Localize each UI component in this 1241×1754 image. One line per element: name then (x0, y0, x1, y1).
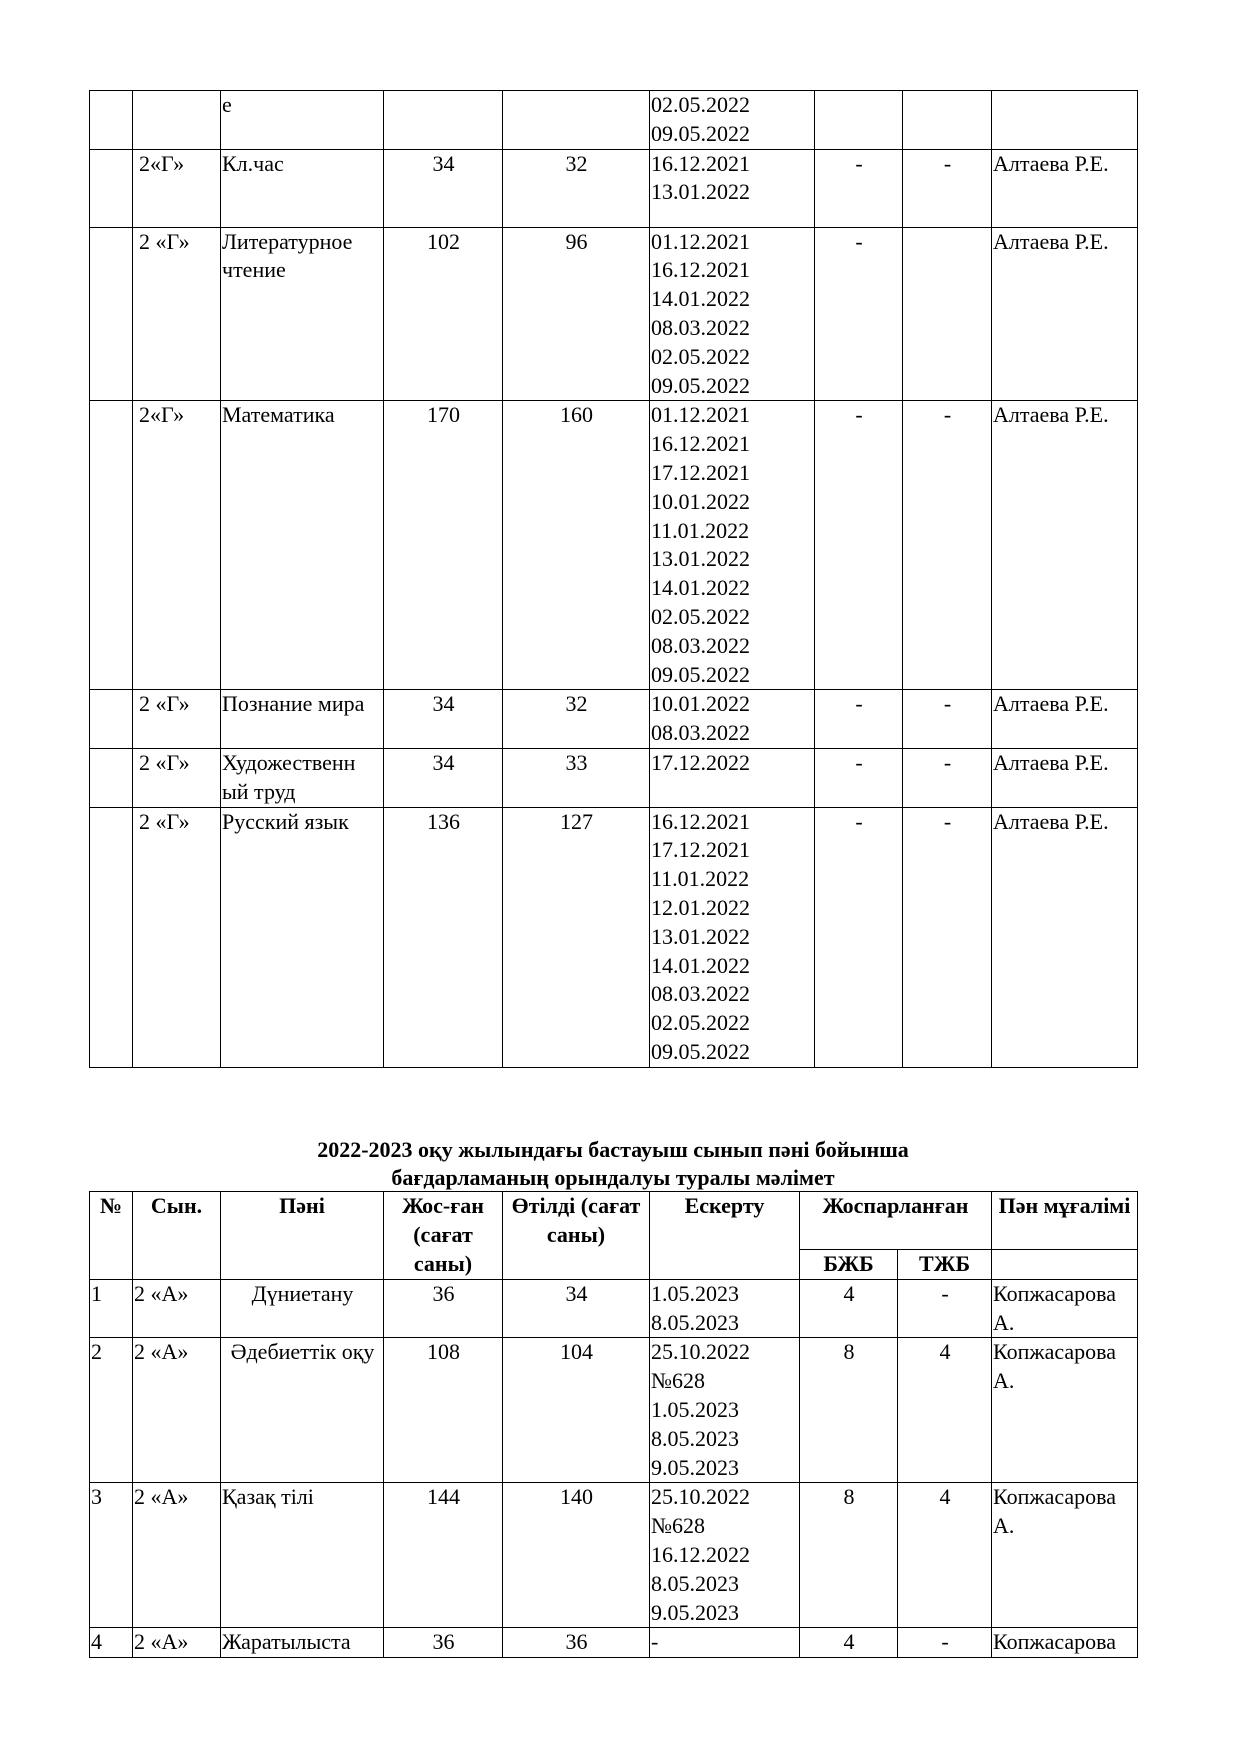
date-entry: 12.01.2022 (651, 894, 750, 920)
date-entry: 02.05.2022 (651, 92, 750, 117)
note-cell (650, 1628, 800, 1658)
date-entry: 14.01.2022 (651, 952, 750, 978)
date-entry: 8.05.2023 (651, 1309, 739, 1335)
date-entry: 02.05.2022 (651, 343, 750, 369)
row-number-cell (90, 748, 133, 807)
date-entry: 08.03.2022 (651, 720, 750, 746)
header-subject: Пәні (221, 1192, 384, 1280)
planned-hours-cell: 34 (384, 690, 503, 749)
tjb-cell: 4 (898, 1483, 992, 1628)
class-cell: 2«Г» (133, 149, 221, 227)
program-table-2a-body (90, 1279, 1138, 1657)
dates-cell (650, 227, 815, 401)
date-entry: 1.05.2023 (651, 1280, 739, 1306)
date-entry: 13.01.2022 (651, 923, 750, 949)
note-cell (650, 1338, 800, 1483)
done-hours-cell: 96 (503, 227, 650, 401)
subject-cell: Кл.час (221, 149, 384, 227)
date-entry: 16.12.2022 (651, 1541, 750, 1567)
table-row (90, 227, 1138, 401)
bjb-cell: - (815, 149, 903, 227)
date-entry: 09.05.2022 (651, 372, 750, 398)
table-header (90, 1192, 1138, 1280)
table-row (90, 1483, 1138, 1628)
subject-cell: Познание мира (221, 690, 384, 749)
table-row (90, 1628, 1138, 1658)
dates-cell (650, 748, 815, 807)
dates-cell (650, 91, 815, 150)
row-number-cell: 4 (90, 1628, 133, 1658)
done-hours-cell: 140 (503, 1483, 650, 1628)
tjb-cell (903, 227, 992, 401)
done-hours-cell: 104 (503, 1338, 650, 1483)
date-entry: 11.01.2022 (651, 866, 750, 892)
planned-hours-cell: 36 (384, 1628, 503, 1658)
teacher-cell: Копжасарова А. (992, 1338, 1138, 1483)
date-entry: 16.12.2021 (651, 150, 750, 176)
row-number-cell (90, 227, 133, 401)
date-entry: 8.05.2023 (651, 1570, 739, 1596)
table-row (90, 1338, 1138, 1483)
date-entry: 13.01.2022 (651, 546, 750, 572)
teacher-cell: Копжасарова А. (992, 1279, 1138, 1338)
date-entry: 01.12.2021 (651, 228, 750, 254)
date-entry: 09.05.2022 (651, 120, 750, 146)
program-table-body (90, 91, 1138, 1068)
header-num: № (90, 1192, 133, 1280)
date-entry: 16.12.2021 (651, 431, 750, 457)
table-row (90, 1279, 1138, 1338)
dates-cell (650, 690, 815, 749)
done-hours-cell: 34 (503, 1279, 650, 1338)
date-entry: - (651, 1629, 659, 1655)
date-entry: 08.03.2022 (651, 314, 750, 340)
tjb-cell: - (898, 1628, 992, 1658)
date-entry: 17.12.2022 (651, 749, 750, 775)
bjb-cell: 4 (800, 1628, 898, 1658)
done-hours-cell: 33 (503, 748, 650, 807)
table-row (90, 807, 1138, 1067)
tjb-cell: - (903, 149, 992, 227)
date-entry: 25.10.2022 (651, 1339, 750, 1365)
table-row (90, 149, 1138, 227)
subject-cell: Математика (221, 401, 384, 690)
date-entry: 10.01.2022 (651, 691, 750, 717)
row-number-cell (90, 690, 133, 749)
teacher-cell: Алтаева Р.Е. (992, 807, 1138, 1067)
heading-line-2: бағдарламаның орындалуы туралы мәлімет (391, 1165, 835, 1190)
class-cell: 2 «А» (133, 1338, 221, 1483)
date-entry: 9.05.2023 (651, 1454, 739, 1480)
section-heading (89, 1136, 1137, 1192)
done-hours-cell: 32 (503, 149, 650, 227)
date-entry: 9.05.2023 (651, 1599, 739, 1625)
bjb-cell: - (815, 807, 903, 1067)
header-done-hours: Өтілді (сағат саны) (503, 1192, 650, 1280)
row-number-cell: 1 (90, 1279, 133, 1338)
date-entry: 17.12.2021 (651, 837, 750, 863)
dates-cell (650, 149, 815, 227)
teacher-cell: Алтаева Р.Е. (992, 748, 1138, 807)
date-entry: 11.01.2022 (651, 517, 750, 543)
planned-hours-cell: 36 (384, 1279, 503, 1338)
class-cell: 2 «Г» (133, 748, 221, 807)
bjb-cell: - (815, 748, 903, 807)
subject-cell: Қазақ тілі (221, 1483, 384, 1628)
header-planned-hours: Жос-ған (сағат саны) (384, 1192, 503, 1280)
header-teacher-empty (992, 1250, 1138, 1280)
tjb-cell: - (903, 690, 992, 749)
bjb-cell: - (815, 227, 903, 401)
done-hours-cell: 160 (503, 401, 650, 690)
tjb-cell (903, 91, 992, 150)
row-number-cell (90, 91, 133, 150)
date-entry: 1.05.2023 (651, 1396, 739, 1422)
subject-cell: Әдебиеттік оқу (221, 1338, 384, 1483)
row-number-cell (90, 807, 133, 1067)
date-entry: 14.01.2022 (651, 286, 750, 312)
class-cell: 2 «А» (133, 1628, 221, 1658)
tjb-cell: 4 (898, 1338, 992, 1483)
date-entry: 16.12.2021 (651, 808, 750, 834)
program-table-2g (89, 90, 1138, 1068)
class-cell: 2 «Г» (133, 807, 221, 1067)
note-cell (650, 1279, 800, 1338)
date-entry: 09.05.2022 (651, 661, 750, 687)
header-class: Сын. (133, 1192, 221, 1280)
dates-cell (650, 807, 815, 1067)
date-entry: 08.03.2022 (651, 981, 750, 1007)
class-cell: 2 «Г» (133, 690, 221, 749)
date-entry: №628 (651, 1513, 705, 1539)
class-cell: 2 «Г» (133, 227, 221, 401)
subject-cell: Художественн ый труд (221, 748, 384, 807)
bjb-cell: - (815, 690, 903, 749)
date-entry: 8.05.2023 (651, 1425, 739, 1451)
planned-hours-cell: 136 (384, 807, 503, 1067)
planned-hours-cell: 144 (384, 1483, 503, 1628)
table-row (90, 690, 1138, 749)
date-entry: №628 (651, 1368, 705, 1394)
row-number-cell: 3 (90, 1483, 133, 1628)
teacher-cell: Алтаева Р.Е. (992, 149, 1138, 227)
subject-cell: Жаратылыста (221, 1628, 384, 1658)
teacher-cell: Копжасарова А. (992, 1483, 1138, 1628)
row-number-cell: 2 (90, 1338, 133, 1483)
done-hours-cell: 36 (503, 1628, 650, 1658)
subject-cell: Русский язык (221, 807, 384, 1067)
date-entry: 16.12.2021 (651, 257, 750, 283)
teacher-cell: Алтаева Р.Е. (992, 401, 1138, 690)
header-teacher: Пән мұғалімі (992, 1192, 1138, 1250)
note-cell (650, 1483, 800, 1628)
bjb-cell: - (815, 401, 903, 690)
date-entry: 09.05.2022 (651, 1038, 750, 1064)
planned-hours-cell: 34 (384, 149, 503, 227)
class-cell (133, 91, 221, 150)
planned-hours-cell: 170 (384, 401, 503, 690)
date-entry: 17.12.2021 (651, 459, 750, 485)
planned-hours-cell (384, 91, 503, 150)
class-cell: 2 «А» (133, 1483, 221, 1628)
done-hours-cell (503, 91, 650, 150)
teacher-cell: Алтаева Р.Е. (992, 690, 1138, 749)
header-tjb: ТЖБ (898, 1250, 992, 1280)
program-table-2a (89, 1191, 1138, 1658)
planned-hours-cell: 108 (384, 1338, 503, 1483)
table-row (90, 401, 1138, 690)
subject-cell: Литературное чтение (221, 227, 384, 401)
date-entry: 25.10.2022 (651, 1484, 750, 1510)
class-cell: 2«Г» (133, 401, 221, 690)
header-planned-group: Жоспарланған (800, 1192, 992, 1250)
date-entry: 10.01.2022 (651, 488, 750, 514)
header-bjb: БЖБ (800, 1250, 898, 1280)
teacher-cell: Копжасарова (992, 1628, 1138, 1658)
date-entry: 14.01.2022 (651, 575, 750, 601)
date-entry: 01.12.2021 (651, 402, 750, 428)
bjb-cell: 8 (800, 1338, 898, 1483)
tjb-cell: - (903, 748, 992, 807)
class-cell: 2 «А» (133, 1279, 221, 1338)
tjb-cell: - (903, 807, 992, 1067)
table-row (90, 91, 1138, 150)
done-hours-cell: 32 (503, 690, 650, 749)
teacher-cell (992, 91, 1138, 150)
bjb-cell: 4 (800, 1279, 898, 1338)
row-number-cell (90, 149, 133, 227)
subject-cell: Дүниетану (221, 1279, 384, 1338)
teacher-cell: Алтаева Р.Е. (992, 227, 1138, 401)
date-entry: 08.03.2022 (651, 632, 750, 658)
date-entry: 02.05.2022 (651, 603, 750, 629)
tjb-cell: - (903, 401, 992, 690)
planned-hours-cell: 102 (384, 227, 503, 401)
heading-line-1: 2022-2023 оқу жылындағы бастауыш сынып пәні бойынша (317, 1137, 909, 1162)
subject-cell: е (221, 91, 384, 150)
done-hours-cell: 127 (503, 807, 650, 1067)
table-row (90, 748, 1138, 807)
header-note: Ескерту (650, 1192, 800, 1280)
tjb-cell: - (898, 1279, 992, 1338)
row-number-cell (90, 401, 133, 690)
bjb-cell: 8 (800, 1483, 898, 1628)
dates-cell (650, 401, 815, 690)
bjb-cell (815, 91, 903, 150)
planned-hours-cell: 34 (384, 748, 503, 807)
date-entry: 02.05.2022 (651, 1010, 750, 1036)
date-entry: 13.01.2022 (651, 179, 750, 205)
